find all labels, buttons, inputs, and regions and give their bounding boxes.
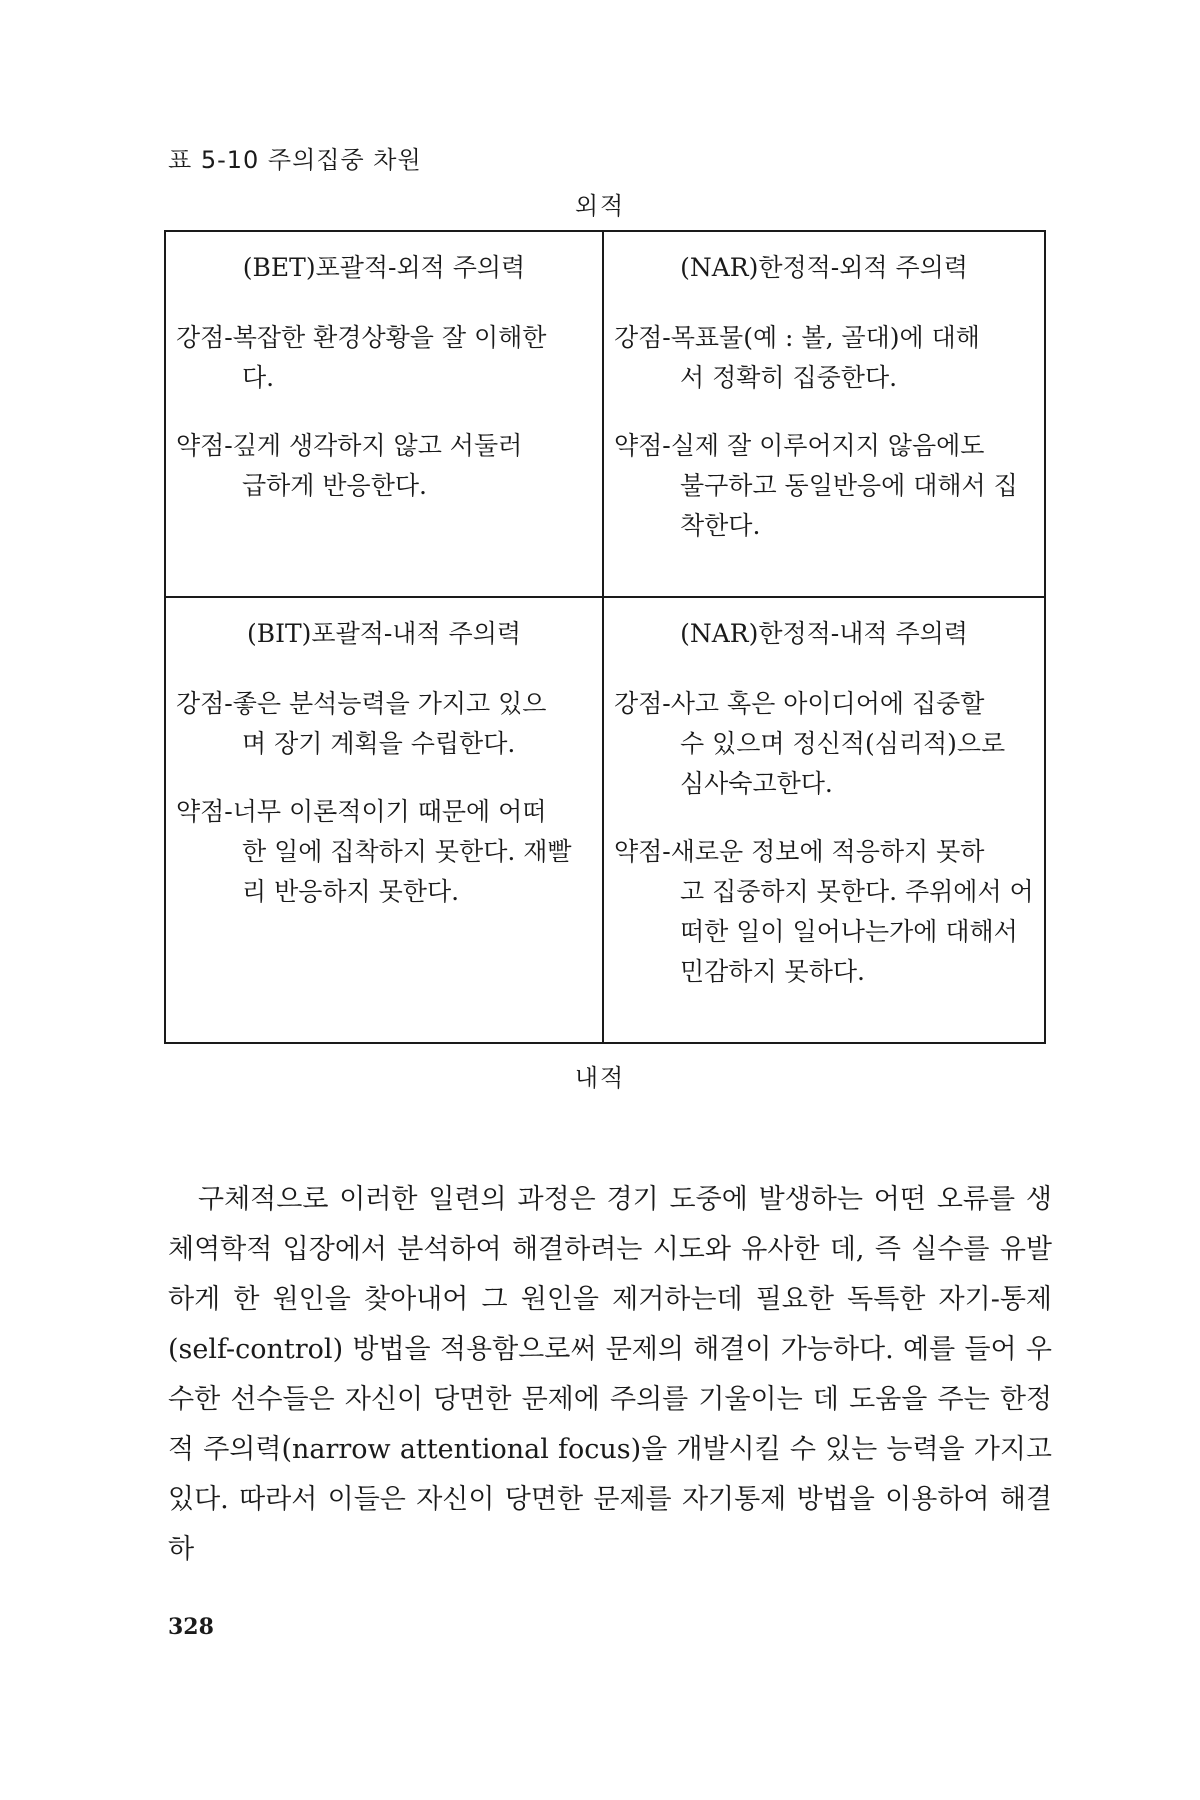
weakness-first-line: 약점-새로운 정보에 적응하지 못하 <box>614 837 985 866</box>
table-caption: 표 5-10 주의집중 차원 <box>168 146 422 174</box>
weakness-continuation: 고 집중하지 못한다. 주위에서 어떠한 일이 일어나는가에 대해서 민감하지 못하다. <box>680 877 1034 986</box>
strength-first-line: 강점-복잡한 환경상황을 잘 이해한 <box>176 323 547 352</box>
strength-point <box>176 318 592 398</box>
weakness-point <box>176 426 592 506</box>
table-cell-bit <box>166 598 604 1042</box>
strength-first-line: 강점-좋은 분석능력을 가지고 있으 <box>176 689 547 718</box>
weakness-continuation: 급하게 반응한다. <box>242 471 427 500</box>
strength-point <box>614 318 1034 398</box>
weakness-point <box>614 832 1034 992</box>
weakness-point <box>614 426 1034 546</box>
body-paragraph: 구체적으로 이러한 일련의 과정은 경기 도중에 발생하는 어떤 오류를 생체역학적 입장에서 분석하여 해결하려는 시도와 유사한 데, 즉 실수를 유발하게 한 원인을 찾아내어 그 원인을 제거하는데 필요한 독특한 자기-통제(self-control) 방법을 적용함으로써 문제의 해결이 가능하다. 예를 들어 우수한 선수들은 자신이 당면한 문제에 주의를 기울이는 데 도움을 주는 한정적 주의력(narrow attentional focus)을 개발시킬 수 있는 능력을 가지고 있다. 따라서 이들은 자신이 당면한 문제를 자기통제 방법을 이용하여 해결하 <box>168 1184 1052 1565</box>
weakness-first-line: 약점-너무 이론적이기 때문에 어떠 <box>176 797 547 826</box>
strength-continuation: 다. <box>242 363 275 392</box>
strength-continuation: 며 장기 계획을 수립한다. <box>242 729 516 758</box>
cell-title: (NAR)한정적-외적 주의력 <box>680 253 968 282</box>
table-cell-nar-internal <box>604 598 1044 1042</box>
strength-first-line: 강점-사고 혹은 아이디어에 집중할 <box>614 689 985 718</box>
axis-label-internal: 내적 <box>574 1064 626 1092</box>
weakness-first-line: 약점-실제 잘 이루어지지 않음에도 <box>614 431 985 460</box>
table-cell-bet <box>166 232 604 598</box>
weakness-continuation: 불구하고 동일반응에 대해서 집착한다. <box>680 471 1018 540</box>
weakness-continuation: 한 일에 집착하지 못한다. 재빨리 반응하지 못한다. <box>242 837 572 906</box>
strength-first-line: 강점-목표물(예 : 볼, 골대)에 대해 <box>614 323 980 352</box>
strength-point <box>614 684 1034 804</box>
axis-label-external: 외적 <box>574 192 626 220</box>
strength-continuation: 서 정확히 집중한다. <box>680 363 898 392</box>
cell-title: (BET)포괄적-외적 주의력 <box>242 253 526 282</box>
table-cell-nar-external <box>604 232 1044 598</box>
weakness-first-line: 약점-깊게 생각하지 않고 서둘러 <box>176 431 523 460</box>
cell-title: (BIT)포괄적-내적 주의력 <box>246 619 522 648</box>
cell-title: (NAR)한정적-내적 주의력 <box>680 619 968 648</box>
attention-dimension-table <box>164 230 1046 1044</box>
page-number: 328 <box>168 1614 214 1640</box>
weakness-point <box>176 792 592 912</box>
strength-point <box>176 684 592 764</box>
strength-continuation: 수 있으며 정신적(심리적)으로 심사숙고한다. <box>680 729 1006 798</box>
